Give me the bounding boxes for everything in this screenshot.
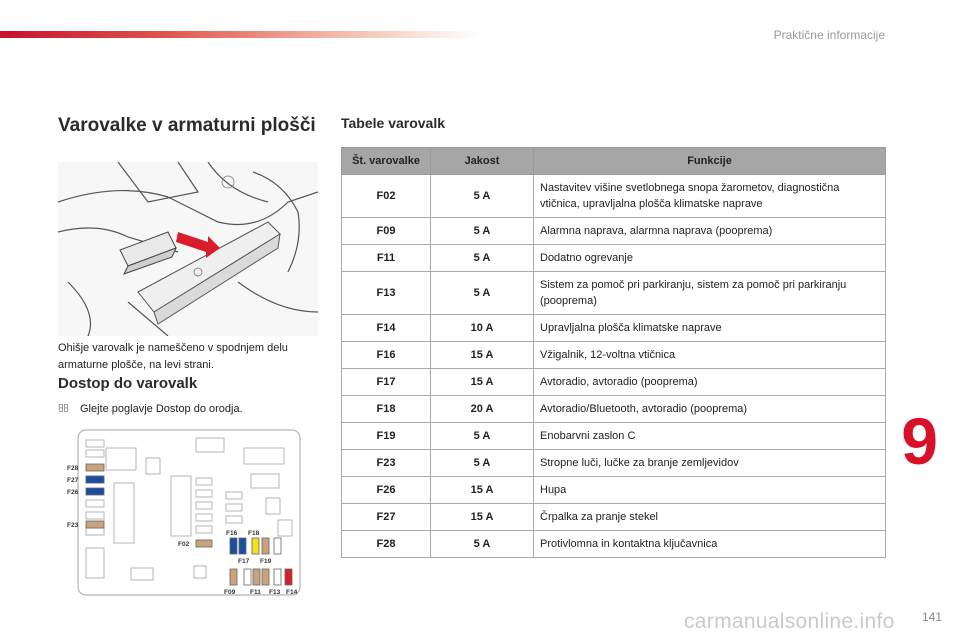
fuse-label-f28: F28 bbox=[67, 465, 79, 472]
fuse-label-f14: F14 bbox=[286, 589, 298, 596]
table-row bbox=[342, 531, 886, 558]
fusebox-diagram bbox=[66, 428, 308, 598]
access-bullet-text: Glejte poglavje Dostop do orodja. bbox=[80, 402, 243, 414]
access-bullet bbox=[58, 402, 320, 415]
fuse-number: F17 bbox=[342, 369, 431, 396]
fuse-function: Nastavitev višine svetlobnega snopa žarometov, diagnostična vtičnica, upravljalna plošča klimatske naprave bbox=[534, 175, 886, 218]
fuse-amperage: 5 A bbox=[431, 272, 534, 315]
fuse-label-f23: F23 bbox=[67, 522, 79, 529]
fuse-number: F28 bbox=[342, 531, 431, 558]
fuse-amperage: 5 A bbox=[431, 450, 534, 477]
fuse-number: F23 bbox=[342, 450, 431, 477]
fuse-number: F26 bbox=[342, 477, 431, 504]
fuse-function: Enobarvni zaslon C bbox=[534, 423, 886, 450]
fuse-label-f27: F27 bbox=[67, 477, 79, 484]
fuse-number: F02 bbox=[342, 175, 431, 218]
fuse-amperage: 15 A bbox=[431, 369, 534, 396]
header-accent-bar bbox=[0, 31, 480, 38]
fusebox-location-text: Ohišje varovalk je nameščeno v spodnjem delu armaturne plošče, na levi strani. bbox=[58, 342, 288, 371]
fuse-label-f13: F13 bbox=[269, 589, 281, 596]
table-header-row bbox=[342, 148, 886, 175]
access-subtitle: Dostop do varovalk bbox=[58, 375, 198, 392]
fuse-number: F09 bbox=[342, 218, 431, 245]
fuse-label-f18: F18 bbox=[248, 530, 260, 537]
section-title: Varovalke v armaturni plošči bbox=[58, 115, 316, 136]
fuse-function: Avtoradio/Bluetooth, avtoradio (pooprema) bbox=[534, 396, 886, 423]
fuse-number: F14 bbox=[342, 315, 431, 342]
fuse-function: Sistem za pomoč pri parkiranju, sistem za pomoč pri parkiranju (pooprema) bbox=[534, 272, 886, 315]
fuse-amperage: 15 A bbox=[431, 504, 534, 531]
page-number: 141 bbox=[921, 610, 942, 624]
fuse-amperage: 10 A bbox=[431, 315, 534, 342]
column-header-amperage: Jakost bbox=[431, 148, 534, 175]
fuse-label-f11: F11 bbox=[250, 589, 261, 596]
table-row bbox=[342, 423, 886, 450]
fuse-amperage: 5 A bbox=[431, 175, 534, 218]
table-row bbox=[342, 342, 886, 369]
fuse-function: Upravljalna plošča klimatske naprave bbox=[534, 315, 886, 342]
fuse-function: Alarmna naprava, alarmna naprava (pooprema) bbox=[534, 218, 886, 245]
fuse-amperage: 5 A bbox=[431, 218, 534, 245]
fuse-amperage: 15 A bbox=[431, 342, 534, 369]
fuse-function: Črpalka za pranje stekel bbox=[534, 504, 886, 531]
fuse-function: Protivlomna in kontaktna ključavnica bbox=[534, 531, 886, 558]
table-row bbox=[342, 396, 886, 423]
fuse-number: F18 bbox=[342, 396, 431, 423]
fuse-table-title: Tabele varovalk bbox=[341, 115, 446, 131]
fuse-label-f26: F26 bbox=[67, 489, 79, 496]
fuse-number: F19 bbox=[342, 423, 431, 450]
fuse-function: Vžigalnik, 12-voltna vtičnica bbox=[534, 342, 886, 369]
fuse-amperage: 20 A bbox=[431, 396, 534, 423]
fuse-amperage: 5 A bbox=[431, 531, 534, 558]
fuse-label-f16: F16 bbox=[226, 530, 238, 537]
fuse-amperage: 5 A bbox=[431, 423, 534, 450]
table-row bbox=[342, 245, 886, 272]
table-row bbox=[342, 272, 886, 315]
column-header-number: Št. varovalke bbox=[342, 148, 431, 175]
table-row bbox=[342, 315, 886, 342]
table-row bbox=[342, 218, 886, 245]
table-row bbox=[342, 477, 886, 504]
fuse-function: Hupa bbox=[534, 477, 886, 504]
fuse-number: F13 bbox=[342, 272, 431, 315]
fuse-function: Dodatno ogrevanje bbox=[534, 245, 886, 272]
fuse-number: F16 bbox=[342, 342, 431, 369]
fuse-amperage: 15 A bbox=[431, 477, 534, 504]
chapter-number: 9 bbox=[901, 404, 938, 478]
bullet-marker-icon bbox=[58, 402, 80, 415]
table-row bbox=[342, 450, 886, 477]
fuse-number: F27 bbox=[342, 504, 431, 531]
dashboard-fuse-photo bbox=[58, 162, 318, 336]
table-row bbox=[342, 504, 886, 531]
fuse-function: Stropne luči, lučke za branje zemljevidov bbox=[534, 450, 886, 477]
fuse-label-f02: F02 bbox=[178, 541, 190, 548]
fuse-number: F11 bbox=[342, 245, 431, 272]
header-section-title: Praktične informacije bbox=[773, 28, 885, 42]
fuse-amperage: 5 A bbox=[431, 245, 534, 272]
fuse-label-f19: F19 bbox=[260, 558, 272, 565]
watermark-link[interactable]: carmanualsonline.info bbox=[684, 610, 895, 633]
fuse-table bbox=[341, 147, 886, 558]
table-row bbox=[342, 175, 886, 218]
table-row bbox=[342, 369, 886, 396]
fuse-label-f17: F17 bbox=[238, 558, 250, 565]
fuse-label-f09: F09 bbox=[224, 589, 236, 596]
fuse-function: Avtoradio, avtoradio (pooprema) bbox=[534, 369, 886, 396]
column-header-functions: Funkcije bbox=[534, 148, 886, 175]
